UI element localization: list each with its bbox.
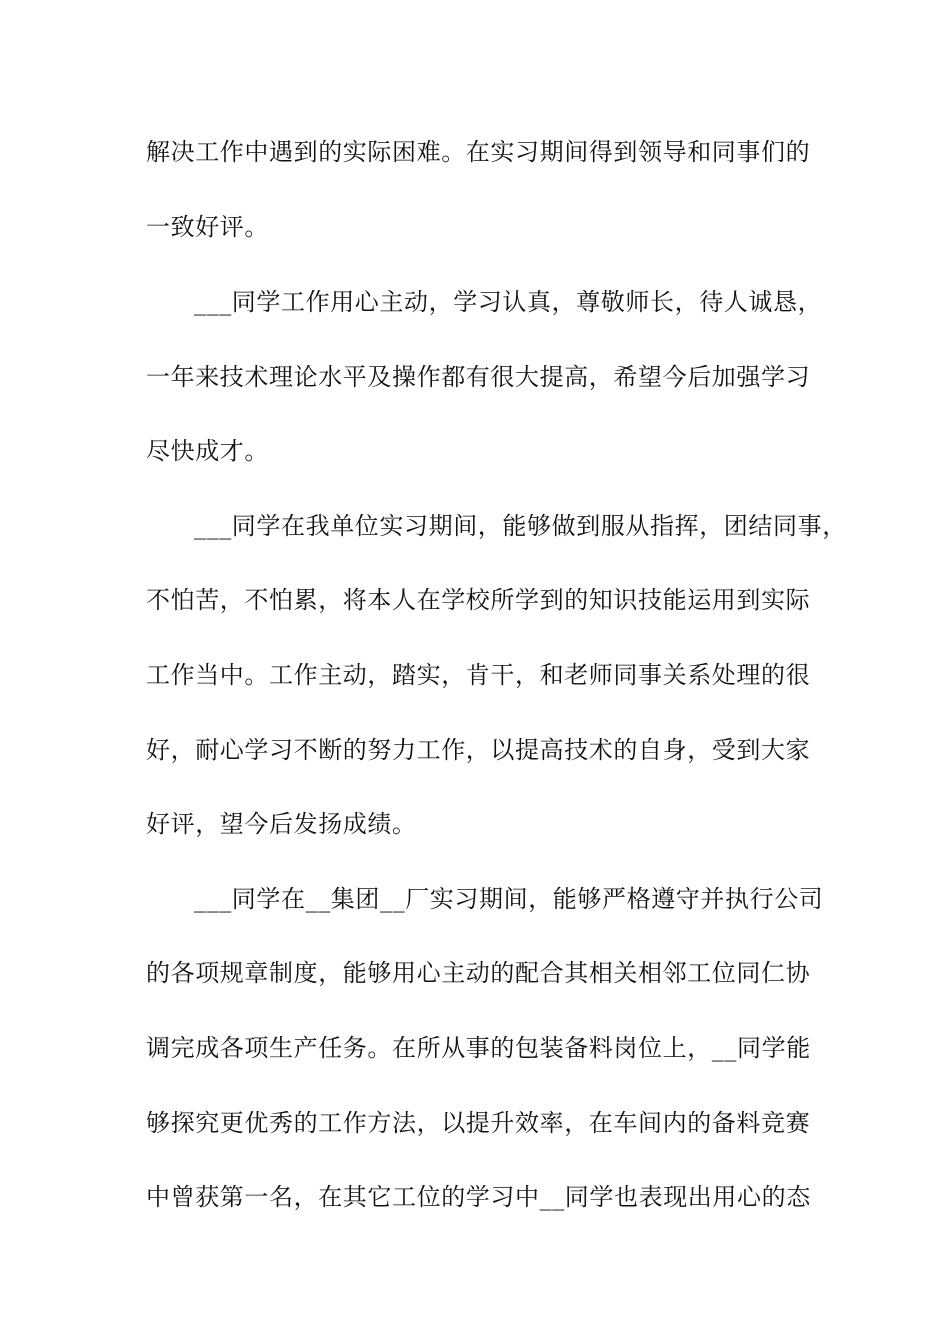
text-line: 好，耐心学习不断的努力工作，以提高技术的自身，受到大家 — [146, 736, 811, 764]
text-line: 调完成各项生产任务。在所从事的包装备料岗位上，__同学能 — [146, 1034, 811, 1062]
text-line: 一年来技术理论水平及操作都有很大提高，希望今后加强学习 — [146, 363, 811, 391]
text-line: 的各项规章制度，能够用心主动的配合其相关相邻工位同仁协 — [146, 959, 811, 987]
text-line: 工作当中。工作主动，踏实，肯干，和老师同事关系处理的很 — [146, 661, 811, 689]
paragraph-first-line: ___同学在我单位实习期间，能够做到服从指挥，团结同事， — [194, 512, 847, 540]
text-line: 中曾获第一名，在其它工位的学习中__同学也表现出用心的态 — [146, 1183, 811, 1211]
text-line: 尽快成才。 — [146, 437, 269, 465]
paragraph-first-line: ___同学在__集团__厂实习期间，能够严格遵守并执行公司 — [194, 885, 824, 913]
paragraph-first-line: ___同学工作用心主动，学习认真，尊敬师长，待人诚恳， — [194, 288, 823, 316]
text-line: 好评，望今后发扬成绩。 — [146, 810, 417, 838]
text-line: 解决工作中遇到的实际困难。在实习期间得到领导和同事们的 — [146, 138, 811, 166]
text-line: 够探究更优秀的工作方法，以提升效率，在车间内的备料竞赛 — [146, 1109, 811, 1137]
text-line: 一致好评。 — [146, 213, 269, 241]
text-line: 不怕苦，不怕累，将本人在学校所学到的知识技能运用到实际 — [146, 586, 811, 614]
